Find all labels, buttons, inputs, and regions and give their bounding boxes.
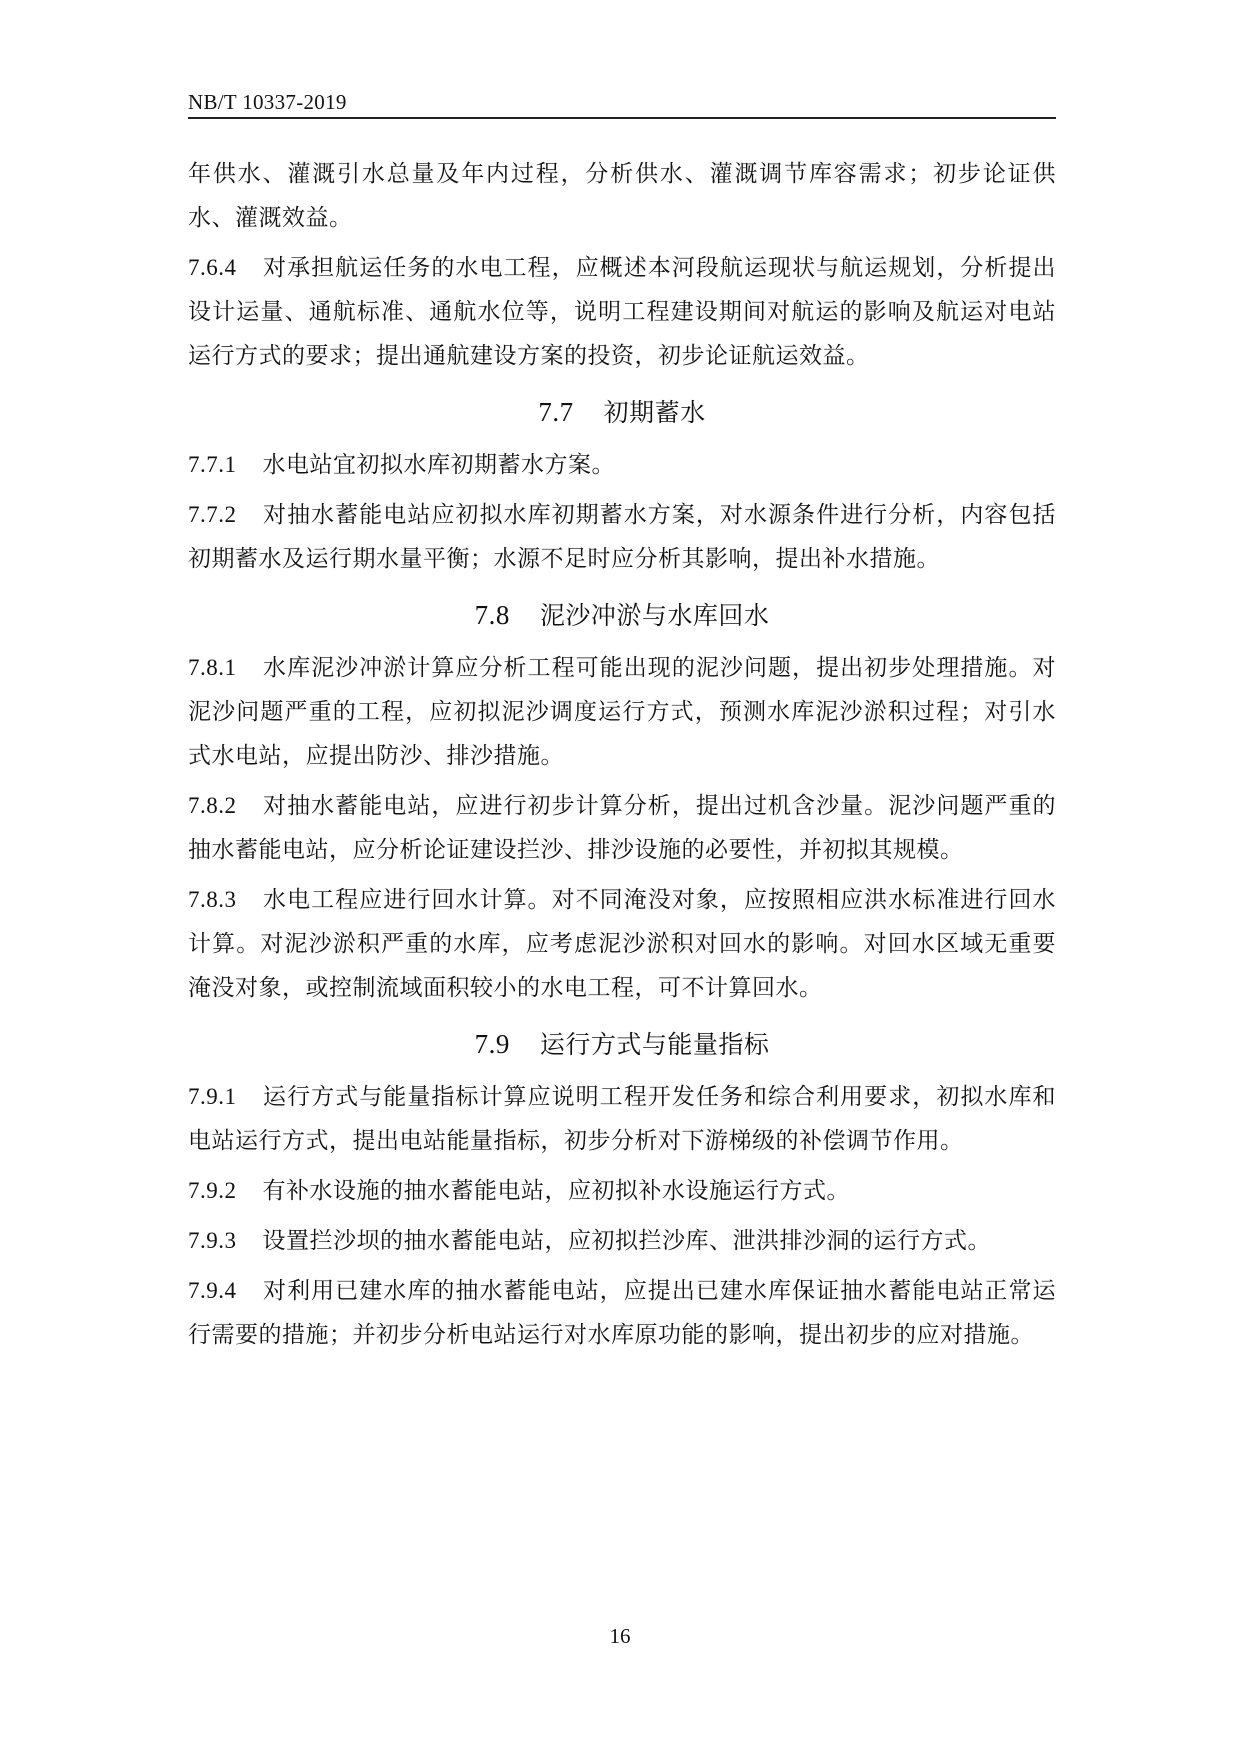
section-number: 7.8 [474, 600, 510, 630]
section-title: 泥沙冲淤与水库回水 [539, 601, 770, 630]
clause-text: 运行方式与能量指标计算应说明工程开发任务和综合利用要求，初拟水库和电站运行方式，提出电站能量指标，初步分析对下游梯级的补偿调节作用。 [188, 1084, 1056, 1154]
clause-number: 7.8.1 [188, 655, 237, 680]
section-heading-7-7 [188, 390, 1056, 435]
clause-number: 7.9.2 [188, 1178, 237, 1203]
clause-text: 水电工程应进行回水计算。对不同淹没对象，应按照相应洪水标准进行回水计算。对泥沙淤积严重的水库，应考虑泥沙淤积对回水的影响。对回水区域无重要淹没对象，或控制流域面积较小的水电工程，可不计算回水。 [188, 887, 1056, 1001]
clause-text: 对抽水蓄能电站应初拟水库初期蓄水方案，对水源条件进行分析，内容包括初期蓄水及运行期水量平衡；水源不足时应分析其影响，提出补水措施。 [188, 502, 1056, 572]
page-body [188, 152, 1056, 1363]
clause-7-9-3 [188, 1219, 1056, 1263]
clause-number: 7.7.1 [188, 452, 237, 477]
clause-7-9-1 [188, 1075, 1056, 1163]
section-number: 7.9 [474, 1029, 510, 1059]
section-heading-7-8 [188, 593, 1056, 638]
clause-text: 设置拦沙坝的抽水蓄能电站，应初拟拦沙库、泄洪排沙洞的运行方式。 [262, 1228, 991, 1254]
clause-7-6-4 [188, 246, 1056, 378]
clause-number: 7.6.4 [188, 255, 237, 280]
section-heading-7-9 [188, 1022, 1056, 1067]
clause-text: 对承担航运任务的水电工程，应概述本河段航运现状与航运规划，分析提出设计运量、通航标准、通航水位等，说明工程建设期间对航运的影响及航运对电站运行方式的要求；提出通航建设方案的投资，初步论证航运效益。 [188, 255, 1056, 369]
clause-7-9-2 [188, 1169, 1056, 1213]
clause-text: 有补水设施的抽水蓄能电站，应初拟补水设施运行方式。 [262, 1178, 850, 1204]
clause-7-8-2 [188, 784, 1056, 872]
clause-text: 对抽水蓄能电站，应进行初步计算分析，提出过机含沙量。泥沙问题严重的抽水蓄能电站，应分析论证建设拦沙、排沙设施的必要性，并初拟其规模。 [188, 793, 1056, 863]
clause-number: 7.7.2 [188, 502, 237, 527]
standard-code-header: NB/T 10337-2019 [188, 90, 347, 114]
clause-number: 7.9.4 [188, 1278, 237, 1303]
section-title: 运行方式与能量指标 [539, 1030, 770, 1059]
clause-number: 7.8.2 [188, 793, 237, 818]
clause-text: 水电站宜初拟水库初期蓄水方案。 [262, 452, 615, 478]
clause-7-7-1 [188, 443, 1056, 487]
clause-7-8-3 [188, 878, 1056, 1010]
clause-7-9-4 [188, 1269, 1056, 1357]
section-title: 初期蓄水 [603, 398, 706, 427]
header-rule [188, 117, 1056, 119]
clause-number: 7.9.3 [188, 1228, 237, 1253]
page-number: 16 [609, 1624, 631, 1648]
clause-text: 水库泥沙冲淤计算应分析工程可能出现的泥沙问题，提出初步处理措施。对泥沙问题严重的工程，应初拟泥沙调度运行方式，预测水库泥沙淤积过程；对引水式水电站，应提出防沙、排沙措施。 [188, 655, 1056, 769]
clause-number: 7.8.3 [188, 887, 237, 912]
clause-7-7-2 [188, 493, 1056, 581]
clause-number: 7.9.1 [188, 1084, 237, 1109]
clause-text: 对利用已建水库的抽水蓄能电站，应提出已建水库保证抽水蓄能电站正常运行需要的措施；并初步分析电站运行对水库原功能的影响，提出初步的应对措施。 [188, 1278, 1056, 1348]
section-number: 7.7 [538, 397, 574, 427]
clause-7-8-1 [188, 646, 1056, 778]
lead-paragraph: 年供水、灌溉引水总量及年内过程，分析供水、灌溉调节库容需求；初步论证供水、灌溉效益。 [188, 161, 1056, 231]
